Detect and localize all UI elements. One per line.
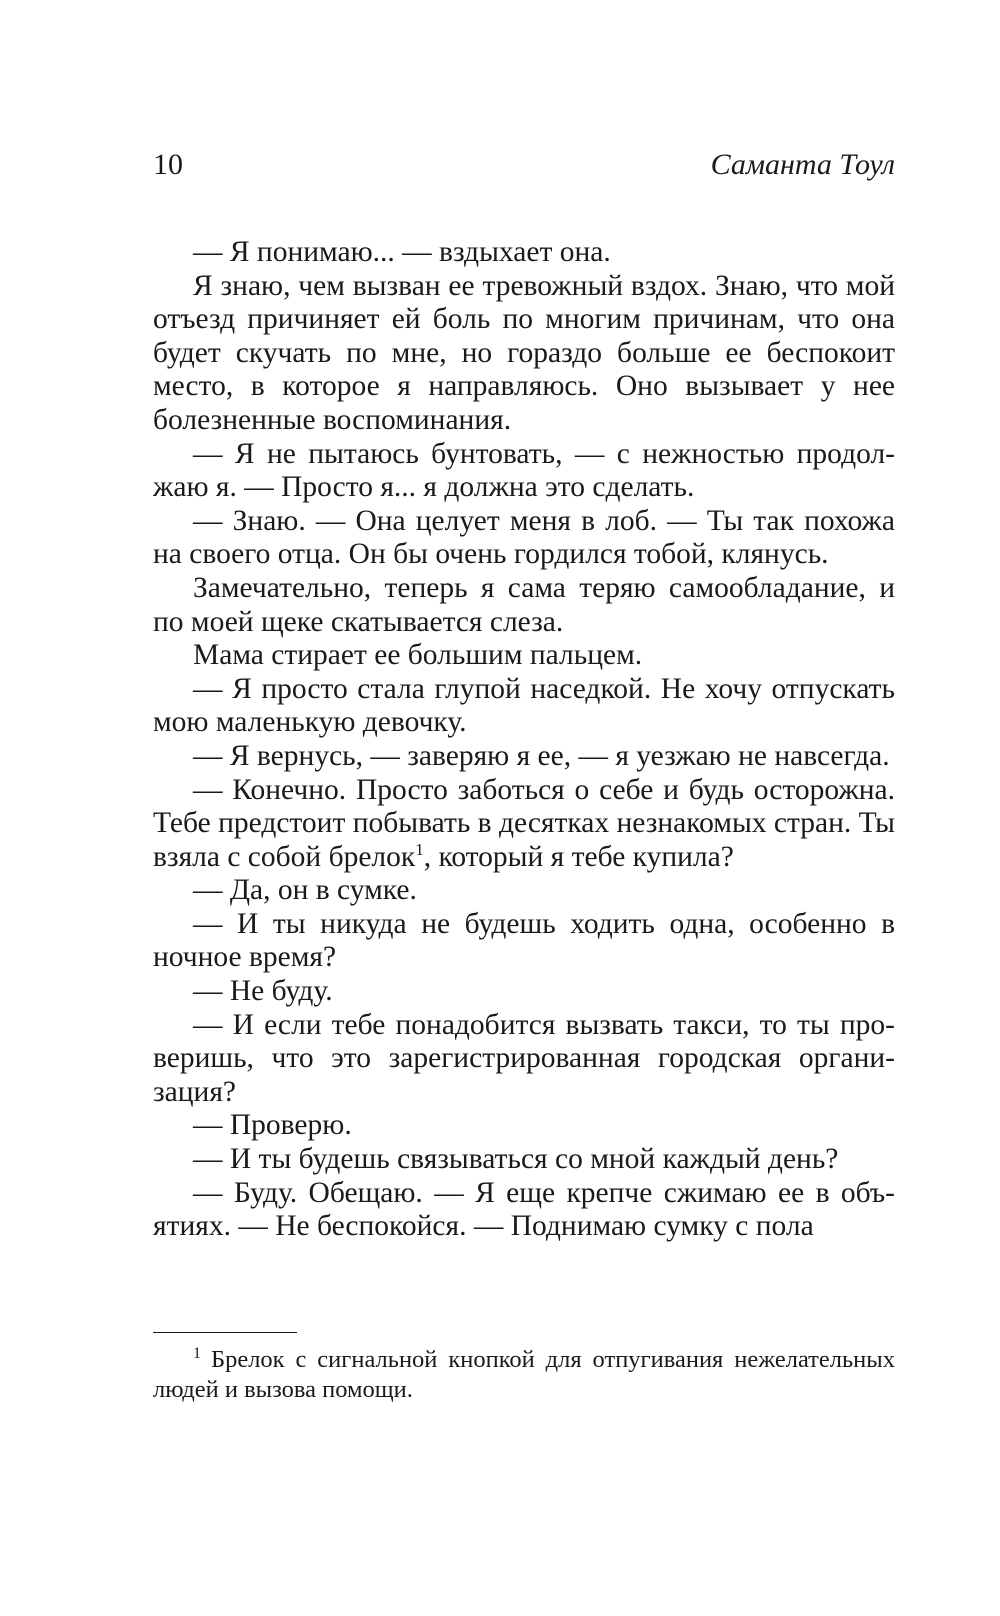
body-text [153,236,895,1244]
paragraph: — И ты будешь связываться со мной каждый день? [193,1143,839,1176]
paragraph-with-footnote [153,774,895,875]
paragraph: — И если тебе понадобится вызвать такси, то ты проверишь, что это зарегистрированная городская организация? [153,1008,895,1108]
running-head-author: Саманта Тоул [710,148,895,181]
paragraph: — Буду. Обещаю. — Я еще крепче сжимаю ее в объятиях. — Не беспокойся. — Поднимаю сумку с пола [153,1176,895,1243]
page-header [153,145,895,185]
paragraph: — Я не пытаюсь бунтовать, — с нежностью продолжаю я. — Просто я... я должна это сделать. [153,437,895,504]
paragraph: — Знаю. — Она целует меня в лоб. — Ты так похожа на своего отца. Он бы очень гордился тобой, клянусь. [153,504,895,571]
paragraph: — И ты никуда не будешь ходить одна, особенно в ночное время? [153,907,895,974]
footnote-divider [153,1332,297,1333]
paragraph: Я знаю, чем вызван ее тревожный вздох. Знаю, что мой отъезд причиняет ей боль по многим причинам, что она будет скучать по мне, но гораздо больше ее беспокоит место, в которое я направляюсь. Оно вызывает у нее болезненные воспоминания. [153,269,895,436]
footnote-reference[interactable]: 1 [415,839,424,859]
footnote-mark: 1 [193,1344,201,1362]
footnote-paragraph [153,1345,895,1404]
paragraph-text-before-ref: — Конечно. Просто заботься о себе и будь осторожна. Тебе предстоит побывать в десятках незнакомых стран. Ты взяла с собой брелок [153,773,895,873]
paragraph: — Я вернусь, — заверяю я ее, — я уезжаю не навсегда. [193,739,890,772]
paragraph: — Да, он в сумке. [193,874,417,907]
paragraph: Мама стирает ее большим пальцем. [193,639,643,672]
page-number: 10 [153,148,183,181]
paragraph: — Я понимаю... — вздыхает она. [193,236,611,268]
footnote-text: Брелок с сигнальной кнопкой для отпугивания нежелательных людей и вызова помощи. [153,1346,895,1403]
footnote [153,1345,895,1404]
paragraph: — Проверю. [193,1109,352,1142]
paragraph: Замечательно, теперь я сама теряю самообладание, и по моей щеке скатывается слеза. [153,571,895,638]
paragraph: — Я просто стала глупой наседкой. Не хочу отпускать мою маленькую девочку. [153,672,895,739]
paragraph: — Не буду. [193,975,333,1008]
paragraph-text-after-ref: , который я тебе купила? [423,840,734,873]
